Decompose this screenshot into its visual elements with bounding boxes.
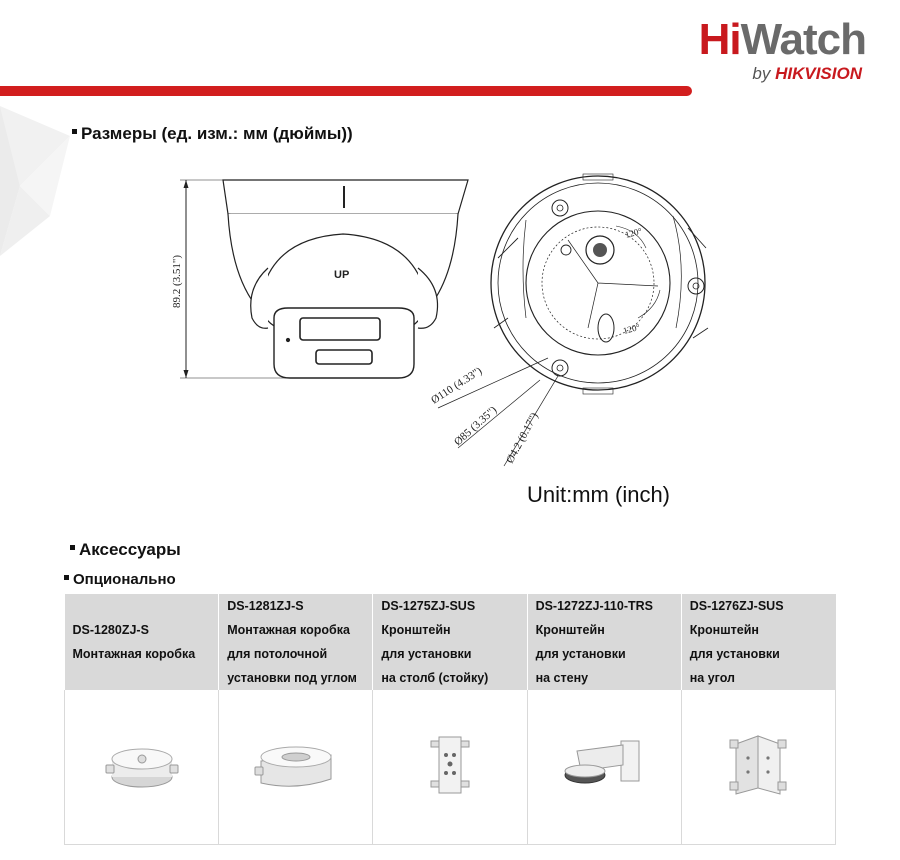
bullet-icon (64, 575, 69, 580)
angle-top-label: 120° (623, 225, 644, 240)
accessory-cell (681, 594, 835, 690)
optional-heading (64, 571, 176, 588)
accessory-cell (65, 594, 219, 690)
accessory-desc: для установки (689, 647, 780, 661)
accessory-model: DS-1280ZJ-S (72, 623, 149, 637)
height-label: 89.2 (3.51") (171, 254, 183, 308)
logo-hi: Hi (698, 15, 741, 64)
accessory-model: DS-1276ZJ-SUS (689, 599, 784, 613)
dimension-drawing (168, 168, 728, 480)
accessory-image-cell (527, 690, 681, 845)
unit-caption: Unit:mm (inch) (527, 482, 671, 507)
camera-side-view (223, 180, 468, 378)
accessory-image-cell (65, 690, 219, 845)
dia-outer-label: Ø110 (4.33") (429, 364, 485, 407)
accessory-cell (219, 594, 373, 690)
accessory-model: DS-1275ZJ-SUS (381, 599, 476, 613)
accessory-cell (527, 594, 681, 690)
accessory-desc: на столб (стойку) (381, 671, 489, 685)
accessory-desc: Монтажная коробка (72, 647, 196, 661)
accessory-desc: установки под углом (227, 671, 357, 685)
accessory-desc: для потолочной (227, 647, 328, 661)
brand-logo (698, 15, 866, 84)
dimensions-heading (72, 124, 353, 144)
dia-hole-label: Ø4.2 (0.17") (504, 410, 541, 466)
up-marking: UP (334, 269, 350, 281)
accessory-cell (373, 594, 527, 690)
accessory-image-cell (219, 690, 373, 845)
optional-heading-text: Опционально (73, 571, 176, 588)
accessory-desc: Монтажная коробка (227, 623, 350, 637)
logo-by: by (752, 64, 776, 83)
corner-mount-bracket-icon (728, 730, 788, 800)
accessory-model: DS-1272ZJ-110-TRS (535, 599, 653, 613)
junction-box-ceiling-icon (251, 735, 341, 795)
accessory-image-cell (681, 690, 835, 845)
angle-bottom-label: 120° (621, 321, 642, 336)
logo-hikvision: HIKVISION (775, 64, 862, 83)
accessory-image-cell (373, 690, 527, 845)
junction-box-round-icon (102, 735, 182, 795)
bullet-icon (72, 129, 77, 134)
accessory-desc: Кронштейн (381, 623, 451, 637)
accessories-table (64, 594, 836, 845)
accessory-desc: на угол (689, 671, 735, 685)
wall-mount-bracket-icon (559, 735, 649, 795)
accessories-heading (70, 540, 181, 560)
dia-mid-label: Ø85 (3.35") (451, 404, 500, 449)
dimensions-heading-text: Размеры (ед. изм.: мм (дюймы)) (81, 124, 353, 143)
accessory-desc: на стену (535, 671, 589, 685)
accessory-model: DS-1281ZJ-S (227, 599, 304, 613)
logo-watch: Watch (740, 15, 866, 64)
table-header-row (65, 594, 836, 690)
accessory-desc: Кронштейн (689, 623, 759, 637)
header-red-bar (0, 86, 692, 96)
table-image-row (65, 690, 836, 845)
decorative-polygon-icon (0, 96, 80, 266)
logo-subline (699, 64, 862, 84)
bullet-icon (70, 545, 75, 550)
accessory-desc: Кронштейн (535, 623, 605, 637)
pole-mount-bracket-icon (425, 733, 475, 797)
accessory-desc: для установки (381, 647, 472, 661)
accessory-desc: для установки (535, 647, 626, 661)
logo-wordmark (698, 15, 866, 64)
accessories-heading-text: Аксессуары (79, 540, 181, 559)
